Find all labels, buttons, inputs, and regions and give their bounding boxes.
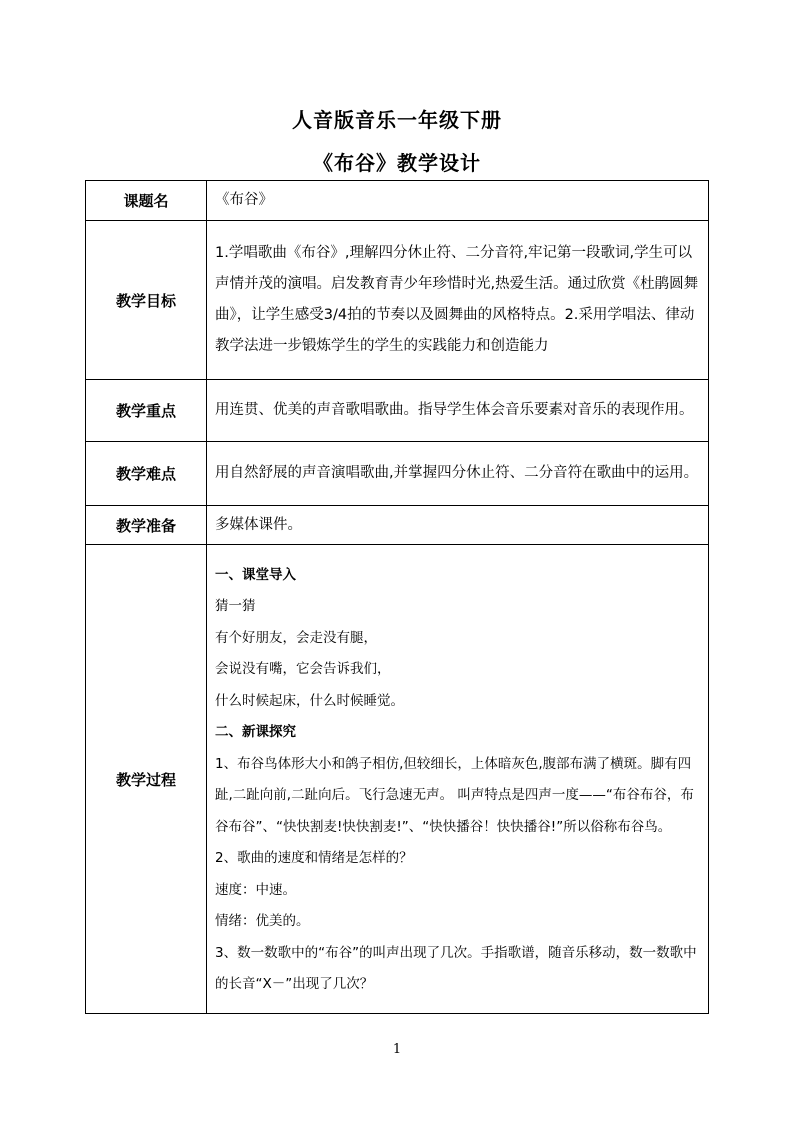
process-line: 有个好朋友，会走没有腿， — [215, 629, 377, 646]
section-heading-explore: 二、新课探究 — [215, 724, 296, 740]
section-heading-intro: 一、课堂导入 — [215, 566, 296, 583]
row-content-key-points: 用连贯、优美的声音歌唱歌曲。指导学生体会音乐要素对音乐的表现作用。 — [207, 380, 709, 442]
table-row — [86, 181, 709, 221]
lesson-plan-table — [85, 180, 709, 1014]
process-line: 会说没有嘴，它会告诉我们， — [215, 661, 391, 677]
process-paragraph: 3、数一数歌中的“布谷”的叫声出现了几次。手指歌谱，随音乐移动，数一数歌中的长音“X－”出现了几次？ — [215, 944, 697, 992]
row-label-objectives: 教学目标 — [86, 221, 207, 380]
process-line: 情绪：优美的。 — [215, 913, 310, 929]
row-label-difficulties: 教学难点 — [86, 442, 207, 506]
table-row — [86, 221, 709, 380]
row-content-topic: 《布谷》 — [207, 181, 709, 221]
document-title: 人音版音乐一年级下册 — [292, 108, 502, 132]
document-subtitle: 《布谷》教学设计 — [313, 151, 481, 175]
process-paragraph: 1、布谷鸟体形大小和鸽子相仿,但较细长，上体暗灰色,腹部布满了横斑。脚有四趾,二趾向前,二趾向后。飞行急速无声。 叫声特点是四声一度——“布谷布谷，布谷布谷”、“快快割麦!快快割麦!”、“快快播谷！快快播谷!”所以俗称布谷鸟。 — [215, 755, 694, 835]
row-content-objectives: 1.学唱歌曲《布谷》,理解四分休止符、二分音符,牢记第一段歌词,学生可以声情并茂的演唱。启发教育青少年珍惜时光,热爱生活。通过欣赏《杜鹃圆舞曲》，让学生感受3/4拍的节奏以及圆舞曲的风格特点。2.采用学唱法、律动教学法进一步锻炼学生的学生的实践能力和创造能力 — [207, 221, 709, 380]
table-row — [86, 380, 709, 442]
row-label-preparation: 教学准备 — [86, 506, 207, 545]
row-label-topic: 课题名 — [86, 181, 207, 221]
process-line: 速度：中速。 — [215, 881, 296, 898]
row-content-difficulties: 用自然舒展的声音演唱歌曲,并掌握四分休止符、二分音符在歌曲中的运用。 — [207, 442, 709, 506]
row-label-key-points: 教学重点 — [86, 380, 207, 442]
table-row — [86, 545, 709, 1014]
process-line: 什么时候起床，什么时候睡觉。 — [215, 692, 404, 709]
row-content-preparation: 多媒体课件。 — [207, 506, 709, 545]
table-row — [86, 442, 709, 506]
page-number: 1 — [392, 1042, 402, 1057]
table-row — [86, 506, 709, 545]
row-label-process: 教学过程 — [86, 545, 207, 1014]
process-line: 猜一猜 — [215, 598, 256, 614]
row-content-process — [207, 545, 709, 1014]
process-line: 2、歌曲的速度和情绪是怎样的？ — [215, 850, 413, 866]
